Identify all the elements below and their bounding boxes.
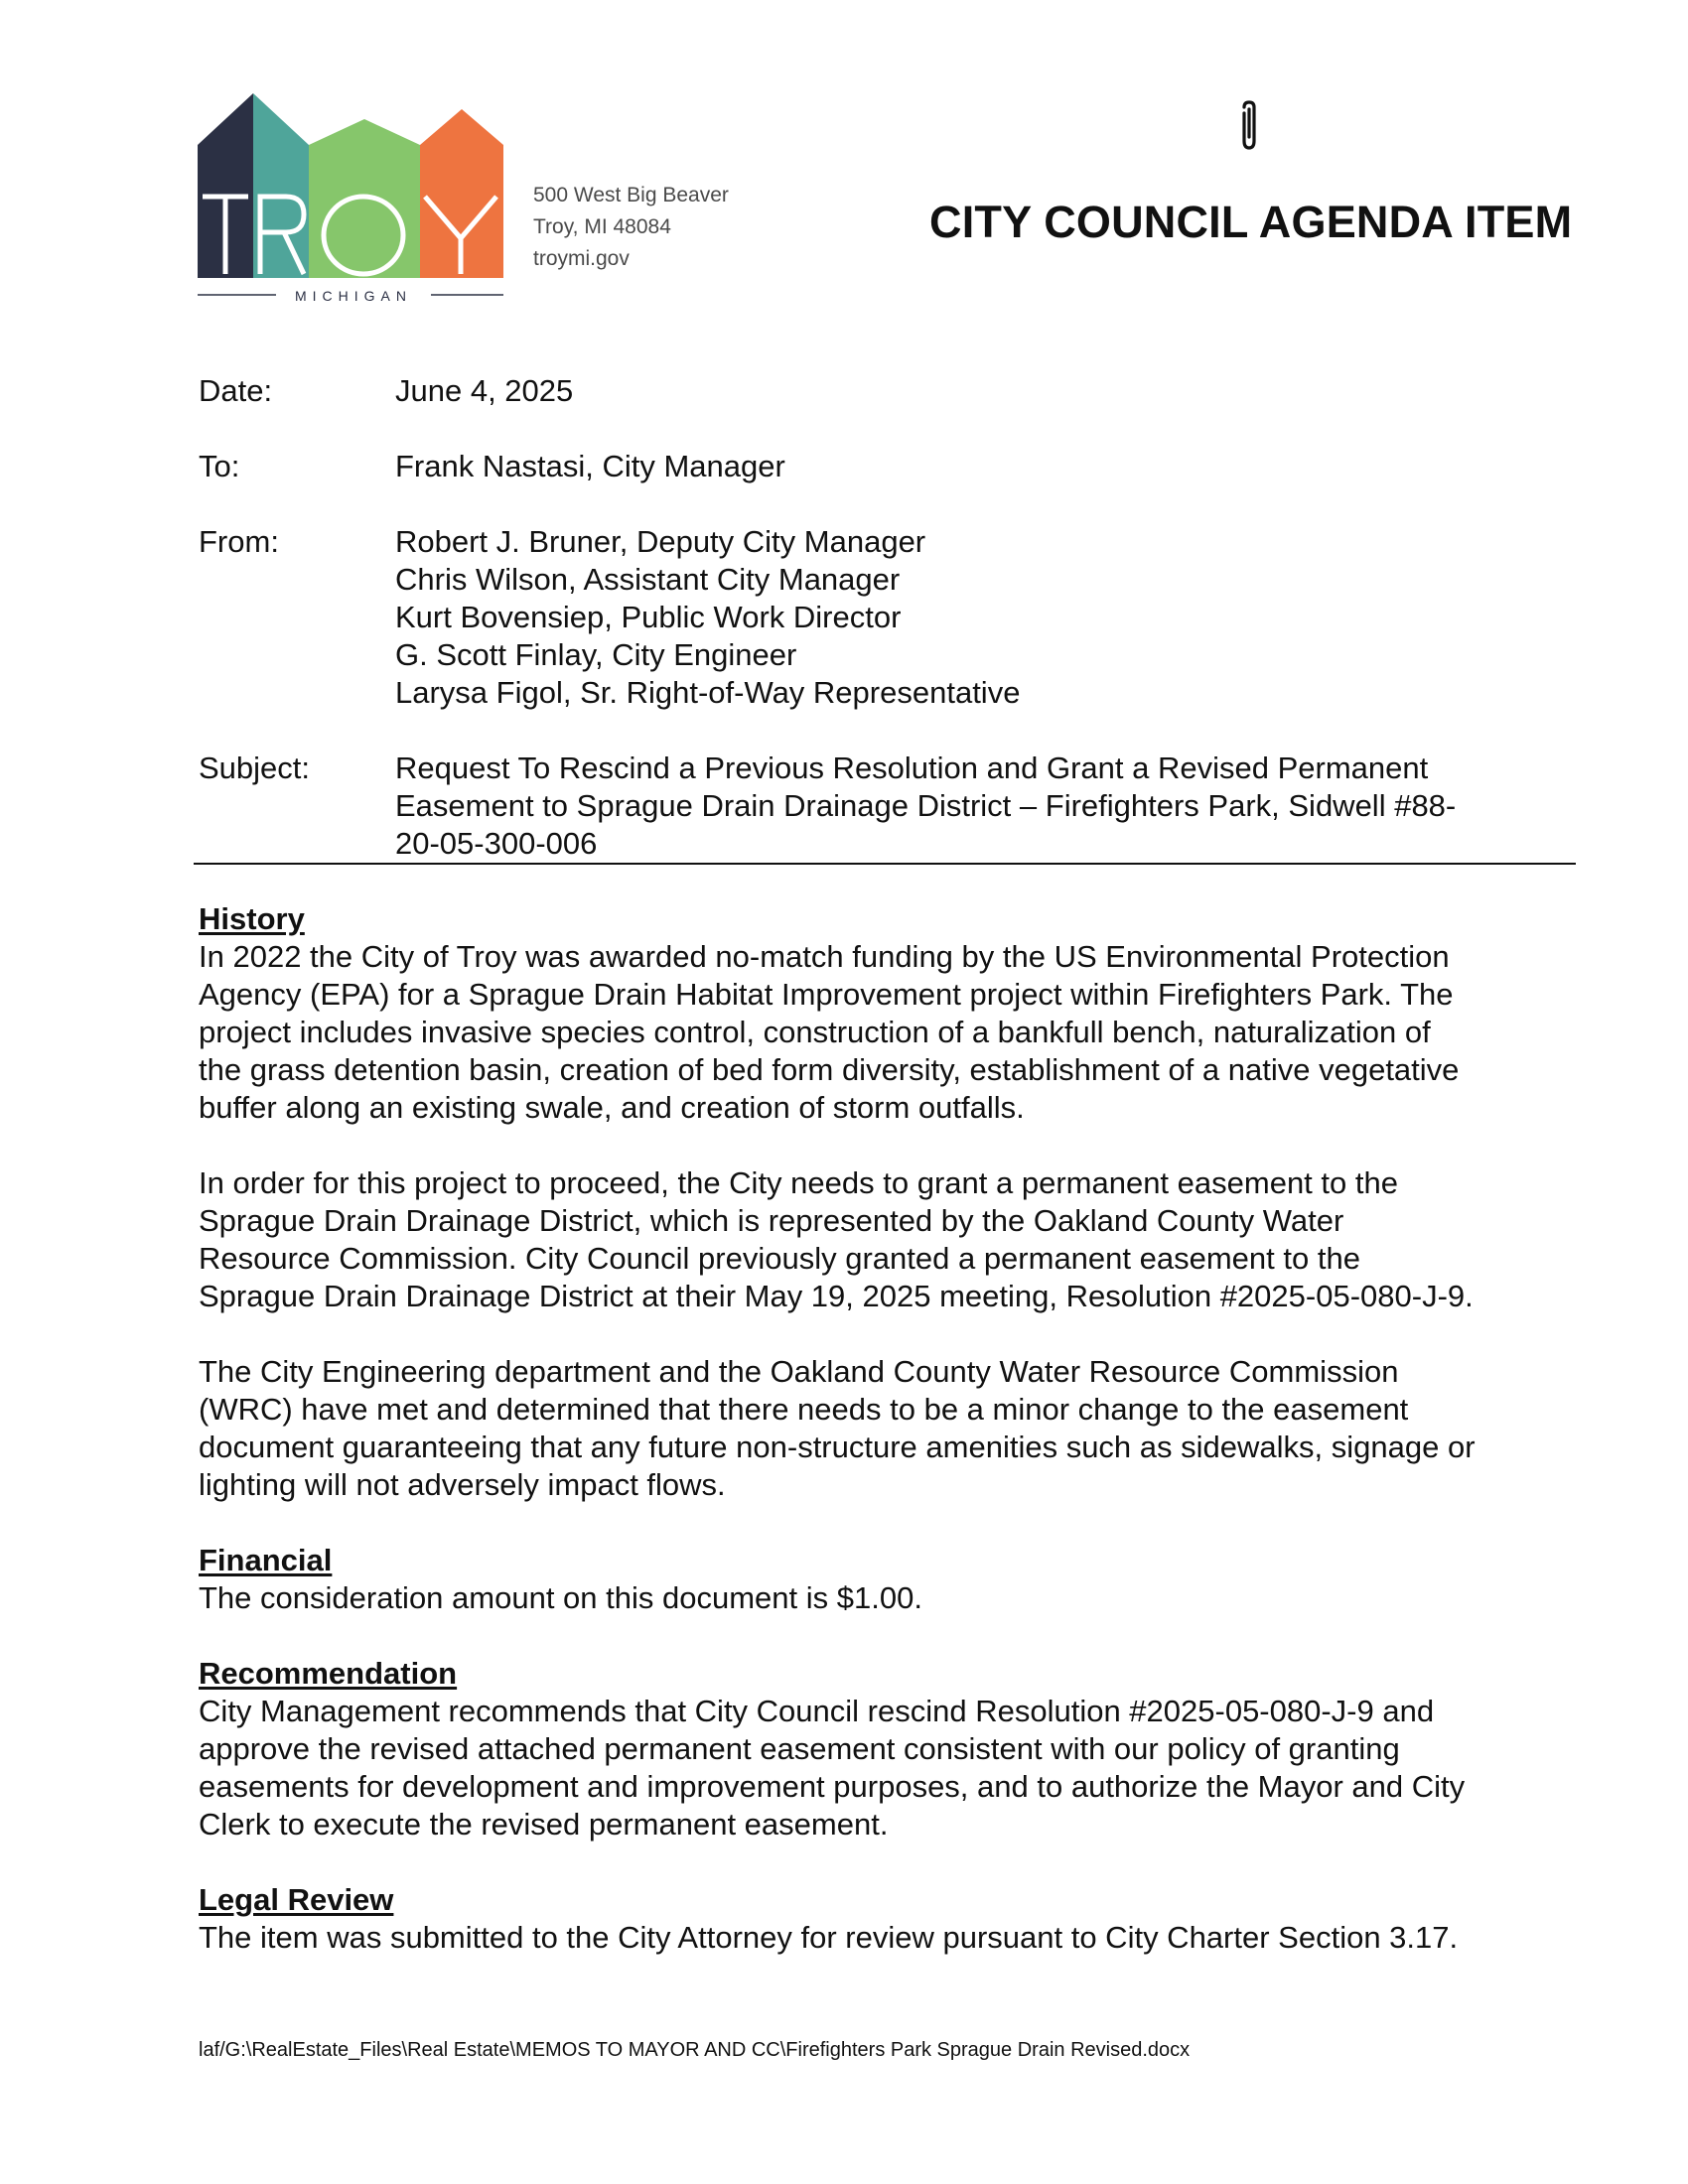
- section-title-recommendation: Recommendation: [199, 1656, 458, 1691]
- text-line: In 2022 the City of Troy was awarded no-match funding by the US Environmental Protection: [199, 939, 1450, 974]
- from-line: Kurt Bovensiep, Public Work Director: [395, 600, 902, 634]
- text-line: City Management recommends that City Council rescind Resolution #2025-05-080-J-9 and: [199, 1694, 1435, 1728]
- troy-logo: [195, 91, 512, 308]
- address-line-city: Troy, MI 48084: [533, 215, 671, 238]
- text-line: The consideration amount on this document is $1.00.: [199, 1580, 922, 1615]
- history-paragraph-3: [199, 1353, 1476, 1504]
- text-line: (WRC) have met and determined that there needs to be a minor change to the easement: [199, 1392, 1409, 1427]
- section-title-financial: Financial: [199, 1543, 333, 1577]
- text-line: lighting will not adversely impact flows.: [199, 1467, 726, 1502]
- text-line: document guaranteeing that any future non-structure amenities such as sidewalks, signage or: [199, 1430, 1476, 1464]
- agenda-title: CITY COUNCIL AGENDA ITEM: [929, 197, 1573, 247]
- subject-line: Easement to Sprague Drain Drainage District – Firefighters Park, Sidwell #88-: [395, 788, 1457, 823]
- to-value: Frank Nastasi, City Manager: [395, 449, 785, 483]
- legal-review-paragraph: [199, 1919, 1458, 1957]
- text-line: Clerk to execute the revised permanent easement.: [199, 1807, 889, 1842]
- text-line: buffer along an existing swale, and creation of storm outfalls.: [199, 1090, 1025, 1125]
- history-paragraph-1: [199, 938, 1459, 1127]
- to-label: To:: [199, 449, 240, 483]
- financial-paragraph: [199, 1579, 922, 1617]
- history-paragraph-2: [199, 1164, 1474, 1315]
- subject-line: Request To Rescind a Previous Resolution and Grant a Revised Permanent: [395, 751, 1429, 785]
- address-block: [533, 180, 729, 275]
- from-label: From:: [199, 524, 279, 559]
- from-line: Robert J. Bruner, Deputy City Manager: [395, 524, 926, 559]
- subject-line: 20-05-300-006: [395, 826, 598, 861]
- text-line: Agency (EPA) for a Sprague Drain Habitat Improvement project within Firefighters Park. The: [199, 977, 1454, 1012]
- from-list: [395, 523, 1020, 712]
- logo-michigan-text: MICHIGAN: [295, 288, 412, 304]
- subject-text: [395, 750, 1456, 863]
- header-divider: [194, 863, 1576, 865]
- text-line: the grass detention basin, creation of bed form diversity, establishment of a native vegetative: [199, 1052, 1460, 1087]
- from-line: Larysa Figol, Sr. Right-of-Way Representative: [395, 675, 1021, 710]
- text-line: In order for this project to proceed, the City needs to grant a permanent easement to the: [199, 1165, 1398, 1200]
- from-line: Chris Wilson, Assistant City Manager: [395, 562, 901, 597]
- address-line-street: 500 West Big Beaver: [533, 184, 729, 206]
- text-line: Sprague Drain Drainage District at their May 19, 2025 meeting, Resolution #2025-05-080-J-9.: [199, 1279, 1474, 1313]
- section-title-history: History: [199, 901, 305, 936]
- address-line-website: troymi.gov: [533, 247, 630, 270]
- footer-file-path: laf/G:\RealEstate_Files\Real Estate\MEMOS TO MAYOR AND CC\Firefighters Park Sprague Drain Revised.docx: [199, 2039, 1191, 2061]
- text-line: Resource Commission. City Council previously granted a permanent easement to the: [199, 1241, 1360, 1276]
- subject-label: Subject:: [199, 751, 311, 785]
- text-line: easements for development and improvement purposes, and to authorize the Mayor and City: [199, 1769, 1466, 1804]
- recommendation-paragraph: [199, 1693, 1465, 1843]
- date-value: June 4, 2025: [395, 373, 574, 408]
- text-line: project includes invasive species control, construction of a bankfull bench, naturalization of: [199, 1015, 1431, 1049]
- date-label: Date:: [199, 373, 273, 408]
- text-line: approve the revised attached permanent easement consistent with our policy of granting: [199, 1731, 1400, 1766]
- paperclip-icon[interactable]: [1236, 99, 1262, 153]
- text-line: The item was submitted to the City Attorney for review pursuant to City Charter Section 3.17.: [199, 1920, 1459, 1955]
- from-line: G. Scott Finlay, City Engineer: [395, 637, 797, 672]
- text-line: Sprague Drain Drainage District, which is represented by the Oakland County Water: [199, 1203, 1344, 1238]
- text-line: The City Engineering department and the Oakland County Water Resource Commission: [199, 1354, 1399, 1389]
- section-title-legal-review: Legal Review: [199, 1882, 394, 1917]
